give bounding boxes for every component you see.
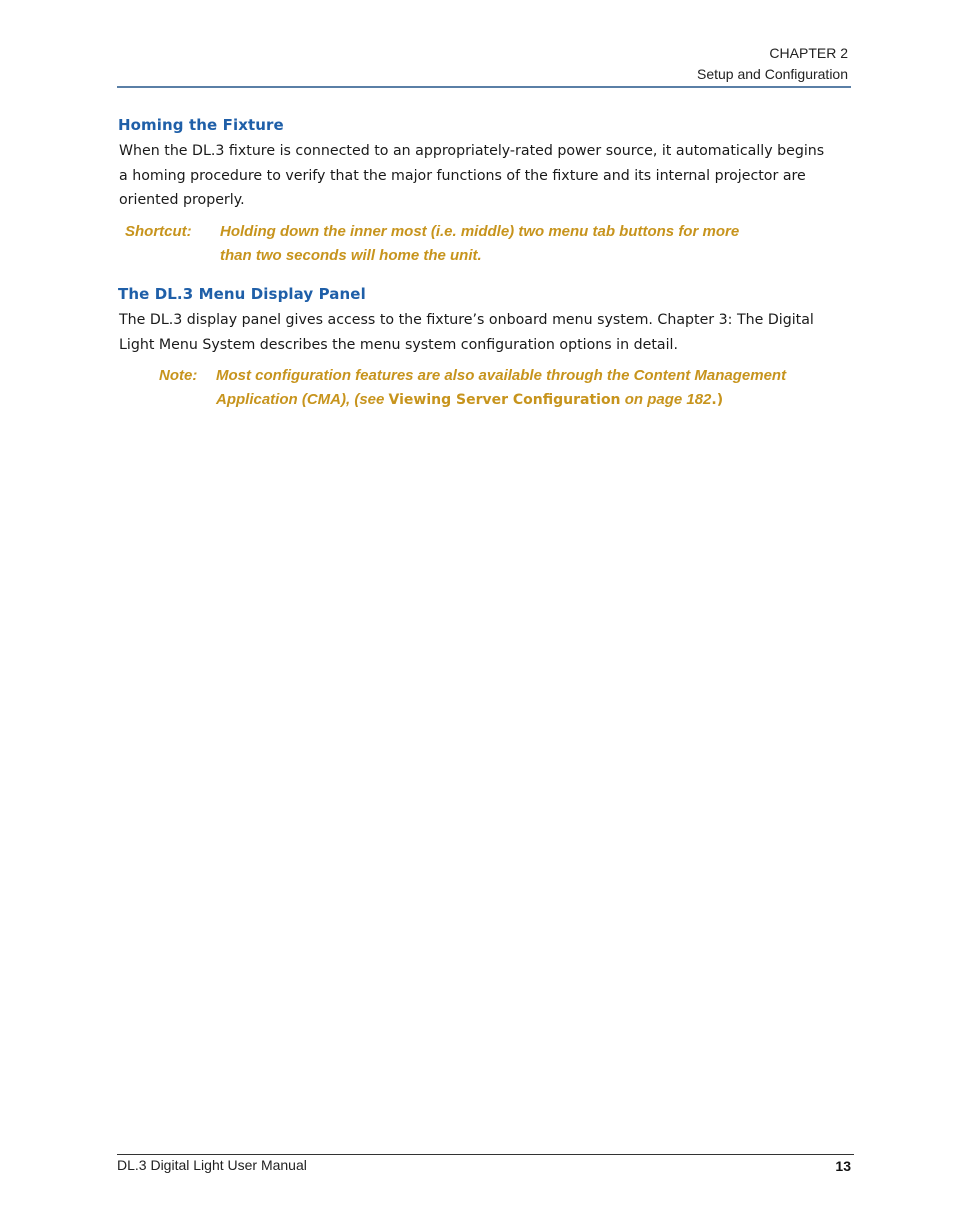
cma-note (159, 364, 839, 414)
note-label: Note: (159, 367, 198, 384)
note-page-ref: on page 182 (620, 391, 712, 408)
page-number: 13 (835, 1158, 851, 1174)
homing-paragraph: When the DL.3 fixture is connected to an appropriately-rated power source, it automatically begins a homing procedure to verify that the major functions of the fixture and its internal projector are oriented properly. (119, 143, 825, 208)
display-panel-heading: The DL.3 Menu Display Panel (118, 285, 366, 303)
note-close: .) (711, 392, 724, 408)
footer-title: DL.3 Digital Light User Manual (117, 1157, 307, 1173)
header-divider (117, 86, 851, 88)
viewing-server-configuration-link[interactable]: Viewing Server Configuration (388, 392, 621, 408)
shortcut-note (125, 220, 765, 270)
display-panel-paragraph: The DL.3 display panel gives access to the fixture’s onboard menu system. Chapter 3: The Digital Light Menu System describes the menu system configuration options in detail. (119, 312, 814, 353)
note-text: Most configuration features are also available through the Content Management Application (CMA), (see (216, 367, 787, 408)
homing-heading: Homing the Fixture (118, 116, 284, 134)
shortcut-text: Holding down the inner most (i.e. middle) two menu tab buttons for more than two seconds will home the unit. (220, 223, 740, 264)
footer-divider (117, 1154, 854, 1155)
running-header-chapter: CHAPTER 2 (769, 45, 848, 61)
running-header-section: Setup and Configuration (697, 66, 848, 82)
shortcut-label: Shortcut: (125, 223, 192, 240)
note-body (216, 364, 836, 412)
